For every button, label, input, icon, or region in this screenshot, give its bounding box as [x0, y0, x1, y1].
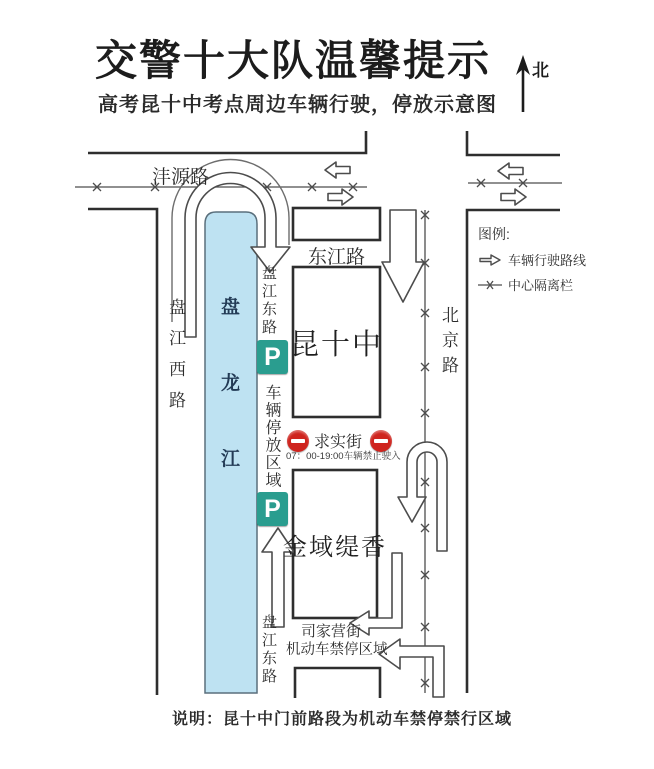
fengyuan-road-label: 沣源路: [152, 167, 210, 188]
parking-icon: [257, 492, 288, 526]
dongjiang-north-block: [293, 208, 380, 240]
parking-zone-label: 车辆停放区域: [263, 384, 280, 489]
beijing-uturn-arrow: [398, 442, 447, 551]
beijing-southbound-arrow: [382, 210, 424, 302]
river-name-char: 盘: [221, 297, 241, 318]
panjiang-east-road-label-bottom: 盘江东路: [260, 614, 277, 686]
legend: [478, 224, 586, 300]
route-arrow-icon: [478, 253, 502, 267]
fengyuan-westbound-arrow: [325, 162, 350, 178]
time-restriction-label: 07：00-19:00车辆禁止驶入: [286, 451, 401, 462]
northeast-eastbound-arrow: [501, 189, 526, 205]
parking-icon-letter: P: [264, 494, 281, 523]
panjiang-east-road-label-top: 盘江东路: [260, 265, 277, 337]
school-block: [290, 267, 384, 417]
legend-item-barrier: [478, 275, 586, 294]
panjiang-west-road-label: 盘江西路: [166, 298, 185, 422]
school-name-label: 昆十中: [290, 328, 384, 361]
northeast-block-outline: [467, 131, 560, 155]
sijiaying-street-label: 司家营街: [301, 623, 362, 640]
no-parking-zone-label: 机动车禁停区域: [286, 642, 388, 658]
west-block-outline: [88, 209, 157, 695]
residence-name-label: 金域缇香: [283, 533, 387, 561]
legend-item-label: 车辆行驶路线: [508, 253, 587, 268]
river-name-char: 龙: [221, 373, 241, 394]
north-arrow-icon: [516, 55, 530, 112]
legend-item-label: 中心隔离栏: [508, 278, 574, 293]
dongjiang-road-label: 东江路: [308, 247, 366, 268]
northeast-westbound-arrow: [498, 163, 523, 179]
northwest-block-outline: [88, 131, 366, 153]
south-block-outline: [295, 668, 380, 698]
beijing-road-label: 北京路: [439, 306, 458, 381]
fengyuan-eastbound-arrow: [328, 189, 353, 205]
page-subtitle: 高考昆十中考点周边车辆行驶，停放示意图: [98, 94, 497, 116]
northeast-road-barrier: [468, 179, 562, 187]
turn-into-sijiaying-arrow-south: [379, 639, 444, 697]
legend-title: 图例:: [478, 226, 510, 242]
qiushi-street-label: 求实街: [314, 434, 363, 451]
legend-item-route: [478, 250, 586, 269]
page-title: 交警十大队温馨提示: [95, 37, 492, 84]
residence-block: [283, 470, 387, 618]
river-name-char: 江: [221, 449, 241, 470]
parking-icon-letter: P: [264, 342, 281, 371]
parking-icon: [257, 340, 288, 374]
map-note: 说明：昆十中门前路段为机动车禁停禁行区域: [172, 711, 513, 728]
north-label: 北: [532, 61, 549, 80]
barrier-line-icon: [478, 279, 502, 291]
